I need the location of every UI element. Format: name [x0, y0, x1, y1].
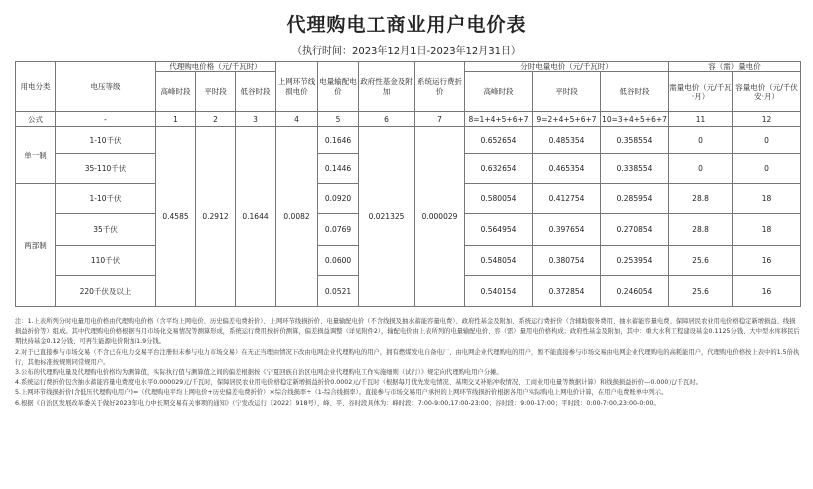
header-voltage: 电压等级 — [56, 62, 156, 112]
footnote-3: 3.公布的代理购电量及代理购电价格均为测算值，实际执行值与测算值之间的偏差根据按《宁夏回族自治区电网企业代理购电工作实施细则（试行）》规定向代理购电用户分摊。 — [15, 368, 503, 376]
header-gov-fund: 政府性基金及附加 — [359, 62, 415, 112]
formula-voltage: - — [56, 112, 156, 127]
header-grid-loss: 上网环节线损电价 — [276, 62, 318, 112]
formula-cell: 2 — [196, 112, 236, 127]
agency-valley-value: 0.1644 — [236, 127, 276, 307]
footnote-1: 注：1.上表所列分时电量用电价格由代理购电价格（含平均上网电价、历史偏差电费折价）、上网环节线损折价、电量输配电价（不含线损及抽水蓄能容量电费）、政府性基金及附加、系统运行费折价（含辅助服务费用、抽水蓄能容量电费、保障居民农业用电价格稳定新增损益、线损损益折价等）组成。其中代理购电价格根据当月市场化交易情况等测算形成，系统运行费用按折价测算，偏差损益调整（详见附件2），输配电价由上表所列的电量输配电价、容（需）量用电价格构成；政府性基金及附加，其中：重大水利工程建设基金0.1125分钱、大中型水库移民后期扶持基金0.12分钱、可再生能源电价附加1.9分钱。 — [15, 318, 800, 346]
formula-cell: 1 — [156, 112, 196, 127]
voltage-cell: 35千伏 — [56, 214, 156, 246]
formula-cell: 9=2+4+5+6+7 — [533, 112, 601, 127]
voltage-cell: 1-10千伏 — [56, 127, 156, 154]
page-title: 代理购电工商业用户电价表 — [286, 14, 527, 36]
header-capacity-price: 容量电价（元/千伏安·月） — [733, 72, 801, 112]
tou-valley-cell: 0.338554 — [601, 154, 669, 184]
tou-peak-cell: 0.540154 — [465, 276, 533, 307]
capacity-cell: 16 — [733, 276, 801, 307]
price-table — [15, 61, 801, 307]
capacity-cell: 0 — [733, 154, 801, 184]
tou-valley-cell: 0.285954 — [601, 184, 669, 214]
grid-loss-value: 0.0082 — [276, 127, 318, 307]
header-tou-peak: 高峰时段 — [465, 72, 533, 112]
tou-flat-cell: 0.397654 — [533, 214, 601, 246]
voltage-cell: 110千伏 — [56, 246, 156, 276]
tou-peak-cell: 0.580054 — [465, 184, 533, 214]
tou-valley-cell: 0.270854 — [601, 214, 669, 246]
tou-peak-cell: 0.652654 — [465, 127, 533, 154]
demand-cell: 28.8 — [669, 214, 733, 246]
header-tou-price: 分时电量电价（元/千瓦时） — [465, 62, 669, 72]
tou-flat-cell: 0.412754 — [533, 184, 601, 214]
transmission-cell: 0.1646 — [318, 127, 359, 154]
tou-peak-cell: 0.548054 — [465, 246, 533, 276]
formula-cell: 5 — [318, 112, 359, 127]
transmission-cell: 0.1446 — [318, 154, 359, 184]
header-agency-valley: 低谷时段 — [236, 72, 276, 112]
formula-cell: 12 — [733, 112, 801, 127]
header-agency-peak: 高峰时段 — [156, 72, 196, 112]
footnote-2: 2.对于已直接参与市场交易（不含已在电力交易平台注册但未参与电力市场交易）在无正当理由情况下改由电网企业代理购电的用户，拥有燃煤发电自备电厂、由电网企业代理购电的用户，暂不能直接参与市场交易由电网企业代理购电的高耗能用户，代理购电价格按上表中的1.5倍执行，其他标准按规则同常规用户。 — [15, 348, 800, 366]
agency-flat-value: 0.2912 — [196, 127, 236, 307]
effective-period: （执行时间：2023年12月1日-2023年12月31日） — [291, 46, 522, 57]
header-sys-op: 系统运行费折价 — [415, 62, 465, 112]
demand-cell: 25.6 — [669, 276, 733, 307]
formula-cell: 7 — [415, 112, 465, 127]
header-tou-valley: 低谷时段 — [601, 72, 669, 112]
demand-cell: 25.6 — [669, 246, 733, 276]
header-agency-price: 代理购电价格（元/千瓦时） — [156, 62, 276, 72]
demand-cell: 28.8 — [669, 184, 733, 214]
capacity-cell: 16 — [733, 246, 801, 276]
tou-peak-cell: 0.632654 — [465, 154, 533, 184]
tou-flat-cell: 0.485354 — [533, 127, 601, 154]
formula-cell: 10=3+4+5+6+7 — [601, 112, 669, 127]
footnotes — [15, 317, 800, 409]
header-agency-flat: 平时段 — [196, 72, 236, 112]
gov-fund-value: 0.021325 — [359, 127, 415, 307]
sys-op-value: 0.000029 — [415, 127, 465, 307]
formula-cell: 6 — [359, 112, 415, 127]
formula-cell: 4 — [276, 112, 318, 127]
category-two-part: 两部制 — [16, 184, 56, 307]
agency-peak-value: 0.4585 — [156, 127, 196, 307]
tou-flat-cell: 0.372854 — [533, 276, 601, 307]
header-capacity-group: 容（需）量电价 — [669, 62, 801, 72]
footnote-5: 5.上网环节线损折价(含低压代理购电用户)=（代理购电平均上网电价+历史偏差电费折价）×综合线损率÷（1-综合线损率）。直接参与市场交易用户承担的上网环节线损折价根据各用户实际购电上网电价计算，在用户电费账单中列示。 — [15, 389, 668, 397]
transmission-cell: 0.0920 — [318, 184, 359, 214]
tou-valley-cell: 0.253954 — [601, 246, 669, 276]
transmission-cell: 0.0769 — [318, 214, 359, 246]
voltage-cell: 1-10千伏 — [56, 184, 156, 214]
formula-cell: 3 — [236, 112, 276, 127]
capacity-cell: 18 — [733, 214, 801, 246]
transmission-cell: 0.0600 — [318, 246, 359, 276]
voltage-cell: 220千伏及以上 — [56, 276, 156, 307]
footnote-6: 6.根据《自治区发展改革委关于做好2023年电力中长期交易有关事项的通知》（宁发改运行〔2022〕918号），峰、平、谷时段具体为：峰时段：7:00-9:00,17:00-23:00；谷时段：9:00-17:00；平时段：0:00-7:00,23:00-0:00。 — [15, 399, 660, 407]
demand-cell: 0 — [669, 127, 733, 154]
formula-cell: 8=1+4+5+6+7 — [465, 112, 533, 127]
category-single: 单一制 — [16, 127, 56, 184]
formula-cell: 11 — [669, 112, 733, 127]
header-transmission: 电量输配电价 — [318, 62, 359, 112]
formula-label: 公式 — [16, 112, 56, 127]
header-category: 用电分类 — [16, 62, 56, 112]
voltage-cell: 35-110千伏 — [56, 154, 156, 184]
tou-valley-cell: 0.246054 — [601, 276, 669, 307]
tou-valley-cell: 0.358554 — [601, 127, 669, 154]
header-tou-flat: 平时段 — [533, 72, 601, 112]
tou-flat-cell: 0.380754 — [533, 246, 601, 276]
capacity-cell: 18 — [733, 184, 801, 214]
table-row — [16, 127, 801, 154]
transmission-cell: 0.0521 — [318, 276, 359, 307]
capacity-cell: 0 — [733, 127, 801, 154]
tou-flat-cell: 0.465354 — [533, 154, 601, 184]
tou-peak-cell: 0.564954 — [465, 214, 533, 246]
footnote-4: 4.系统运行费折价包含抽水蓄能容量电费度电水平0.000029元/千瓦时，保障居民农业用电价格稳定新增损益折价0.0002元/千瓦时（根据每月优先发电情况、基期交叉补贴冲收情况、工商业用电量等数据计算）和线损损益折价—0.000元/千瓦时。 — [15, 379, 702, 387]
demand-cell: 0 — [669, 154, 733, 184]
header-demand-price: 需量电价（元/千瓦·月） — [669, 72, 733, 112]
